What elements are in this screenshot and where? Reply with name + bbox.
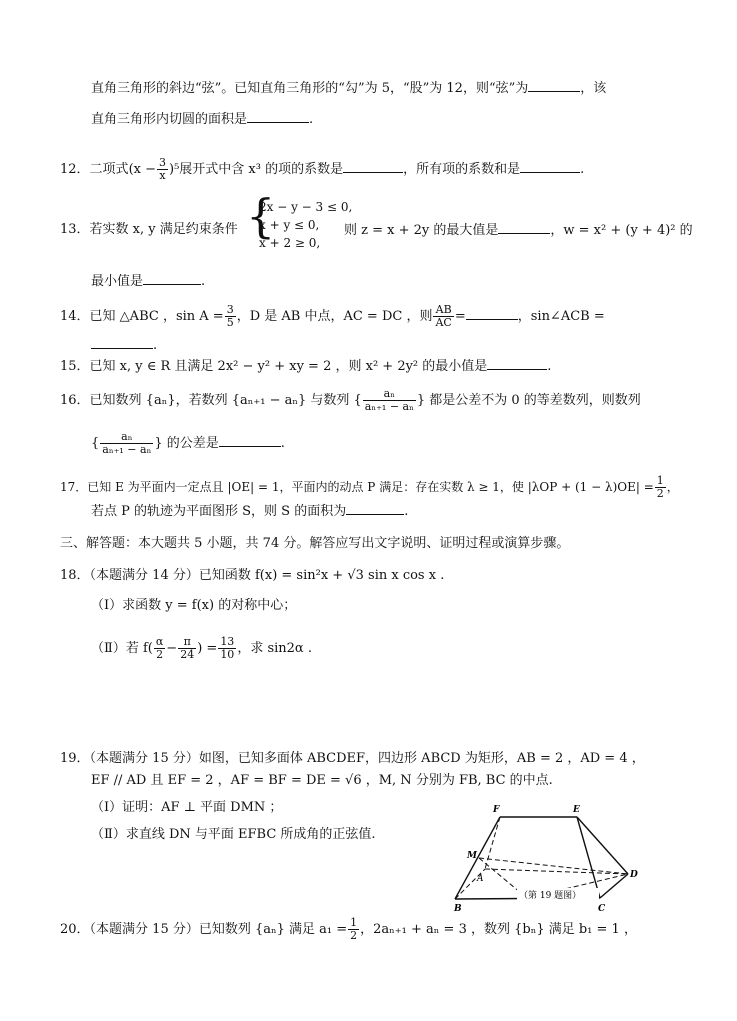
q14-line-2 [91,336,157,355]
denominator: 2 [656,487,664,500]
q18-part-2-a: （Ⅱ）若 f( [91,641,153,656]
q18-part-2-d: ，求 sin2α . [237,641,312,656]
question-14 [60,304,605,329]
q19-part-1-text: （Ⅰ）证明：AF ⊥ 平面 DMN ； [91,800,283,815]
q18-part-2-c: ) = [197,641,218,656]
numerator: aₙ [100,431,153,444]
answer-blank[interactable] [498,221,550,234]
q19-part-2-text: （Ⅱ）求直线 DN 与平面 EFBC 所成角的正弦值. [91,827,376,842]
numerator: π [178,636,196,649]
q18-fraction-3 [218,636,236,661]
question-12 [60,157,584,182]
q18-part-1-text: （Ⅰ）求函数 y = f(x) 的对称中心； [91,598,297,613]
q19-line-2 [91,772,553,790]
q13-text-a: 若实数 x, y 满足约束条件 [89,222,238,237]
q14-text-a: 已知 △ABC ，sin A = [89,309,224,324]
answer-blank[interactable] [487,357,547,370]
q16-fraction [363,388,416,413]
edge-FA [485,817,500,869]
section-heading [60,535,569,553]
answer-blank[interactable] [219,434,281,447]
answer-blank[interactable] [466,307,518,320]
period: . [580,162,585,177]
polyhedron-figure [455,800,645,915]
answer-blank[interactable] [91,336,153,349]
intro-text-2: 直角三角形内切圆的面积是 [91,112,248,127]
denominator: aₙ₊₁ − aₙ [364,400,414,413]
q16-text-a: 已知数列 {aₙ}，若数列 {aₙ₊₁ − aₙ} 与数列 { [89,393,362,408]
answer-blank[interactable] [143,272,201,285]
question-13 [60,221,238,239]
answer-blank[interactable] [528,79,580,92]
period: . [404,504,409,519]
q14-text-c: = [454,309,466,324]
q16-fraction-2 [100,431,153,456]
intro-text-1a: 直角三角形的斜边“弦”。已知直角三角形的“勾”为 5，“股”为 12，则“弦”为 [91,81,529,96]
constraint-1: 2x − y − 3 ≤ 0, [259,200,353,214]
left-brace: { [246,189,276,243]
question-number: 19． [60,751,90,766]
q17-text-a: 已知 E 为平面内一定点且 |OE| = 1，平面内的动点 P 满足：存在实数 λ ≥ 1，使 |λOP + (1 − λ)OE| = [87,480,654,494]
q13-text-c: ，w = x² + (y + 4)² 的 [550,223,693,238]
q14-text-b: ，D 是 AB 中点，AC = DC ，则 [236,309,433,324]
q19-text-a: （本题满分 15 分）如图，已知多面体 ABCDEF，四边形 ABCD 为矩形，AB = 2 ，AD = 4 ， [89,751,645,766]
q13-text-d: 最小值是 [91,274,144,289]
label-B: B [454,904,462,914]
intro-text-1b: ，该 [580,81,607,96]
intro-line-1 [91,79,606,98]
q19-part-1 [91,799,282,817]
q20-text-a: （本题满分 15 分）已知数列 {aₙ} 满足 a₁ = [89,922,348,937]
numerator: 3 [159,156,166,169]
q18-text-a: （本题满分 14 分）已知函数 f(x) = sin²x + √3 sin x cos x . [89,568,445,583]
question-19 [60,750,645,768]
q16-brace-open: { [91,436,100,451]
question-20 [60,917,637,942]
q16-text-b: } 都是公差不为 0 的等差数列，则数列 [416,393,641,408]
question-number: 20． [60,922,90,937]
label-M: M [467,851,477,861]
q17-fraction [655,475,666,500]
question-18 [60,567,444,585]
q12-expr-pre: (x − [128,162,156,177]
q16-text-c: } 的公差是 [154,436,219,451]
q12-text-a: 二项式 [89,162,129,177]
label-D: D [630,870,638,880]
question-number: 15． [60,359,90,374]
q19-part-2 [91,826,376,844]
question-number: 18． [60,568,90,583]
denominator: aₙ₊₁ − aₙ [102,443,152,456]
q14-text-d: ，sin∠ACB = [517,309,605,324]
constraint-2: x + y ≤ 0, [259,218,320,232]
q18-fraction-2 [178,636,196,661]
q12-expr-post: )⁵ [169,162,180,177]
question-17 [60,475,679,500]
figure-caption: （第 19 题图） [519,891,582,901]
q17-text-b: ， [666,480,679,494]
numerator: 13 [220,635,235,648]
q12-text-c: ，所有项的系数和是 [403,162,521,177]
q18-part-2 [91,636,312,661]
q15-text-a: 已知 x, y ∈ R 且满足 2x² − y² + xy = 2 ，则 x² + 2y² 的最小值是 [89,359,488,374]
q18-fraction-1 [154,636,165,661]
denominator: 24 [180,648,195,661]
constraint-system [259,198,352,252]
label-F: F [493,805,500,815]
numerator: 3 [226,303,234,316]
numerator: 1 [350,916,358,929]
denominator: 2 [350,929,358,942]
label-A: A [477,874,484,884]
edge-FB [455,817,500,899]
question-number: 13． [60,222,90,237]
q19-text-b: EF // AD 且 EF = 2 ，AF = BF = DE = √6 ，M, N 分别为 FB, BC 的中点. [91,773,553,788]
q14-fraction-2 [433,304,453,329]
question-number: 14． [60,309,90,324]
period: . [547,359,552,374]
label-C: C [598,904,606,914]
period: . [201,274,206,289]
q17-line-2 [91,502,408,521]
numerator: α [155,635,164,648]
constraint-3: x + 2 ≥ 0, [259,236,321,250]
answer-blank[interactable] [346,502,404,515]
question-number: 12． [60,162,90,177]
q20-fraction [348,917,359,942]
q12-text-b: 展开式中含 x³ 的项的系数是 [179,162,344,177]
q13-line-2 [91,272,205,291]
q20-text-b: ，2aₙ₊₁ + aₙ = 3 ，数列 {bₙ} 满足 b₁ = 1 ， [360,922,637,937]
question-number: 17． [60,480,88,494]
q12-fraction [157,157,168,182]
numerator: aₙ [363,388,416,401]
period: . [280,436,285,451]
q18-part-2-b: − [166,641,178,656]
label-E: E [573,805,580,815]
question-16 [60,388,641,413]
q17-text-c: 若点 P 的轨迹为平面图形 S，则 S 的面积为 [91,504,347,519]
q14-fraction-1 [225,304,236,329]
q13-text-b: 则 z = x + 2y 的最大值是 [344,223,499,238]
answer-blank[interactable] [343,160,403,173]
denominator: 10 [220,648,235,661]
question-15 [60,357,551,376]
denominator: 2 [156,648,164,661]
numerator: AB [433,304,453,317]
period: . [153,338,158,353]
question-number: 16． [60,393,90,408]
numerator: 1 [656,474,664,487]
answer-blank[interactable] [247,110,309,123]
q16-line-2 [91,431,285,456]
denominator: 5 [226,316,234,329]
section-title: 三、解答题：本大题共 5 小题，共 74 分。解答应写出文字说明、证明过程或演算步骤。 [60,536,570,551]
denominator: x [159,169,166,182]
answer-blank[interactable] [520,160,580,173]
q13-continuation [344,221,693,240]
intro-line-2 [91,110,313,129]
q18-part-1 [91,597,296,615]
denominator: AC [435,316,452,329]
period: . [309,112,314,127]
